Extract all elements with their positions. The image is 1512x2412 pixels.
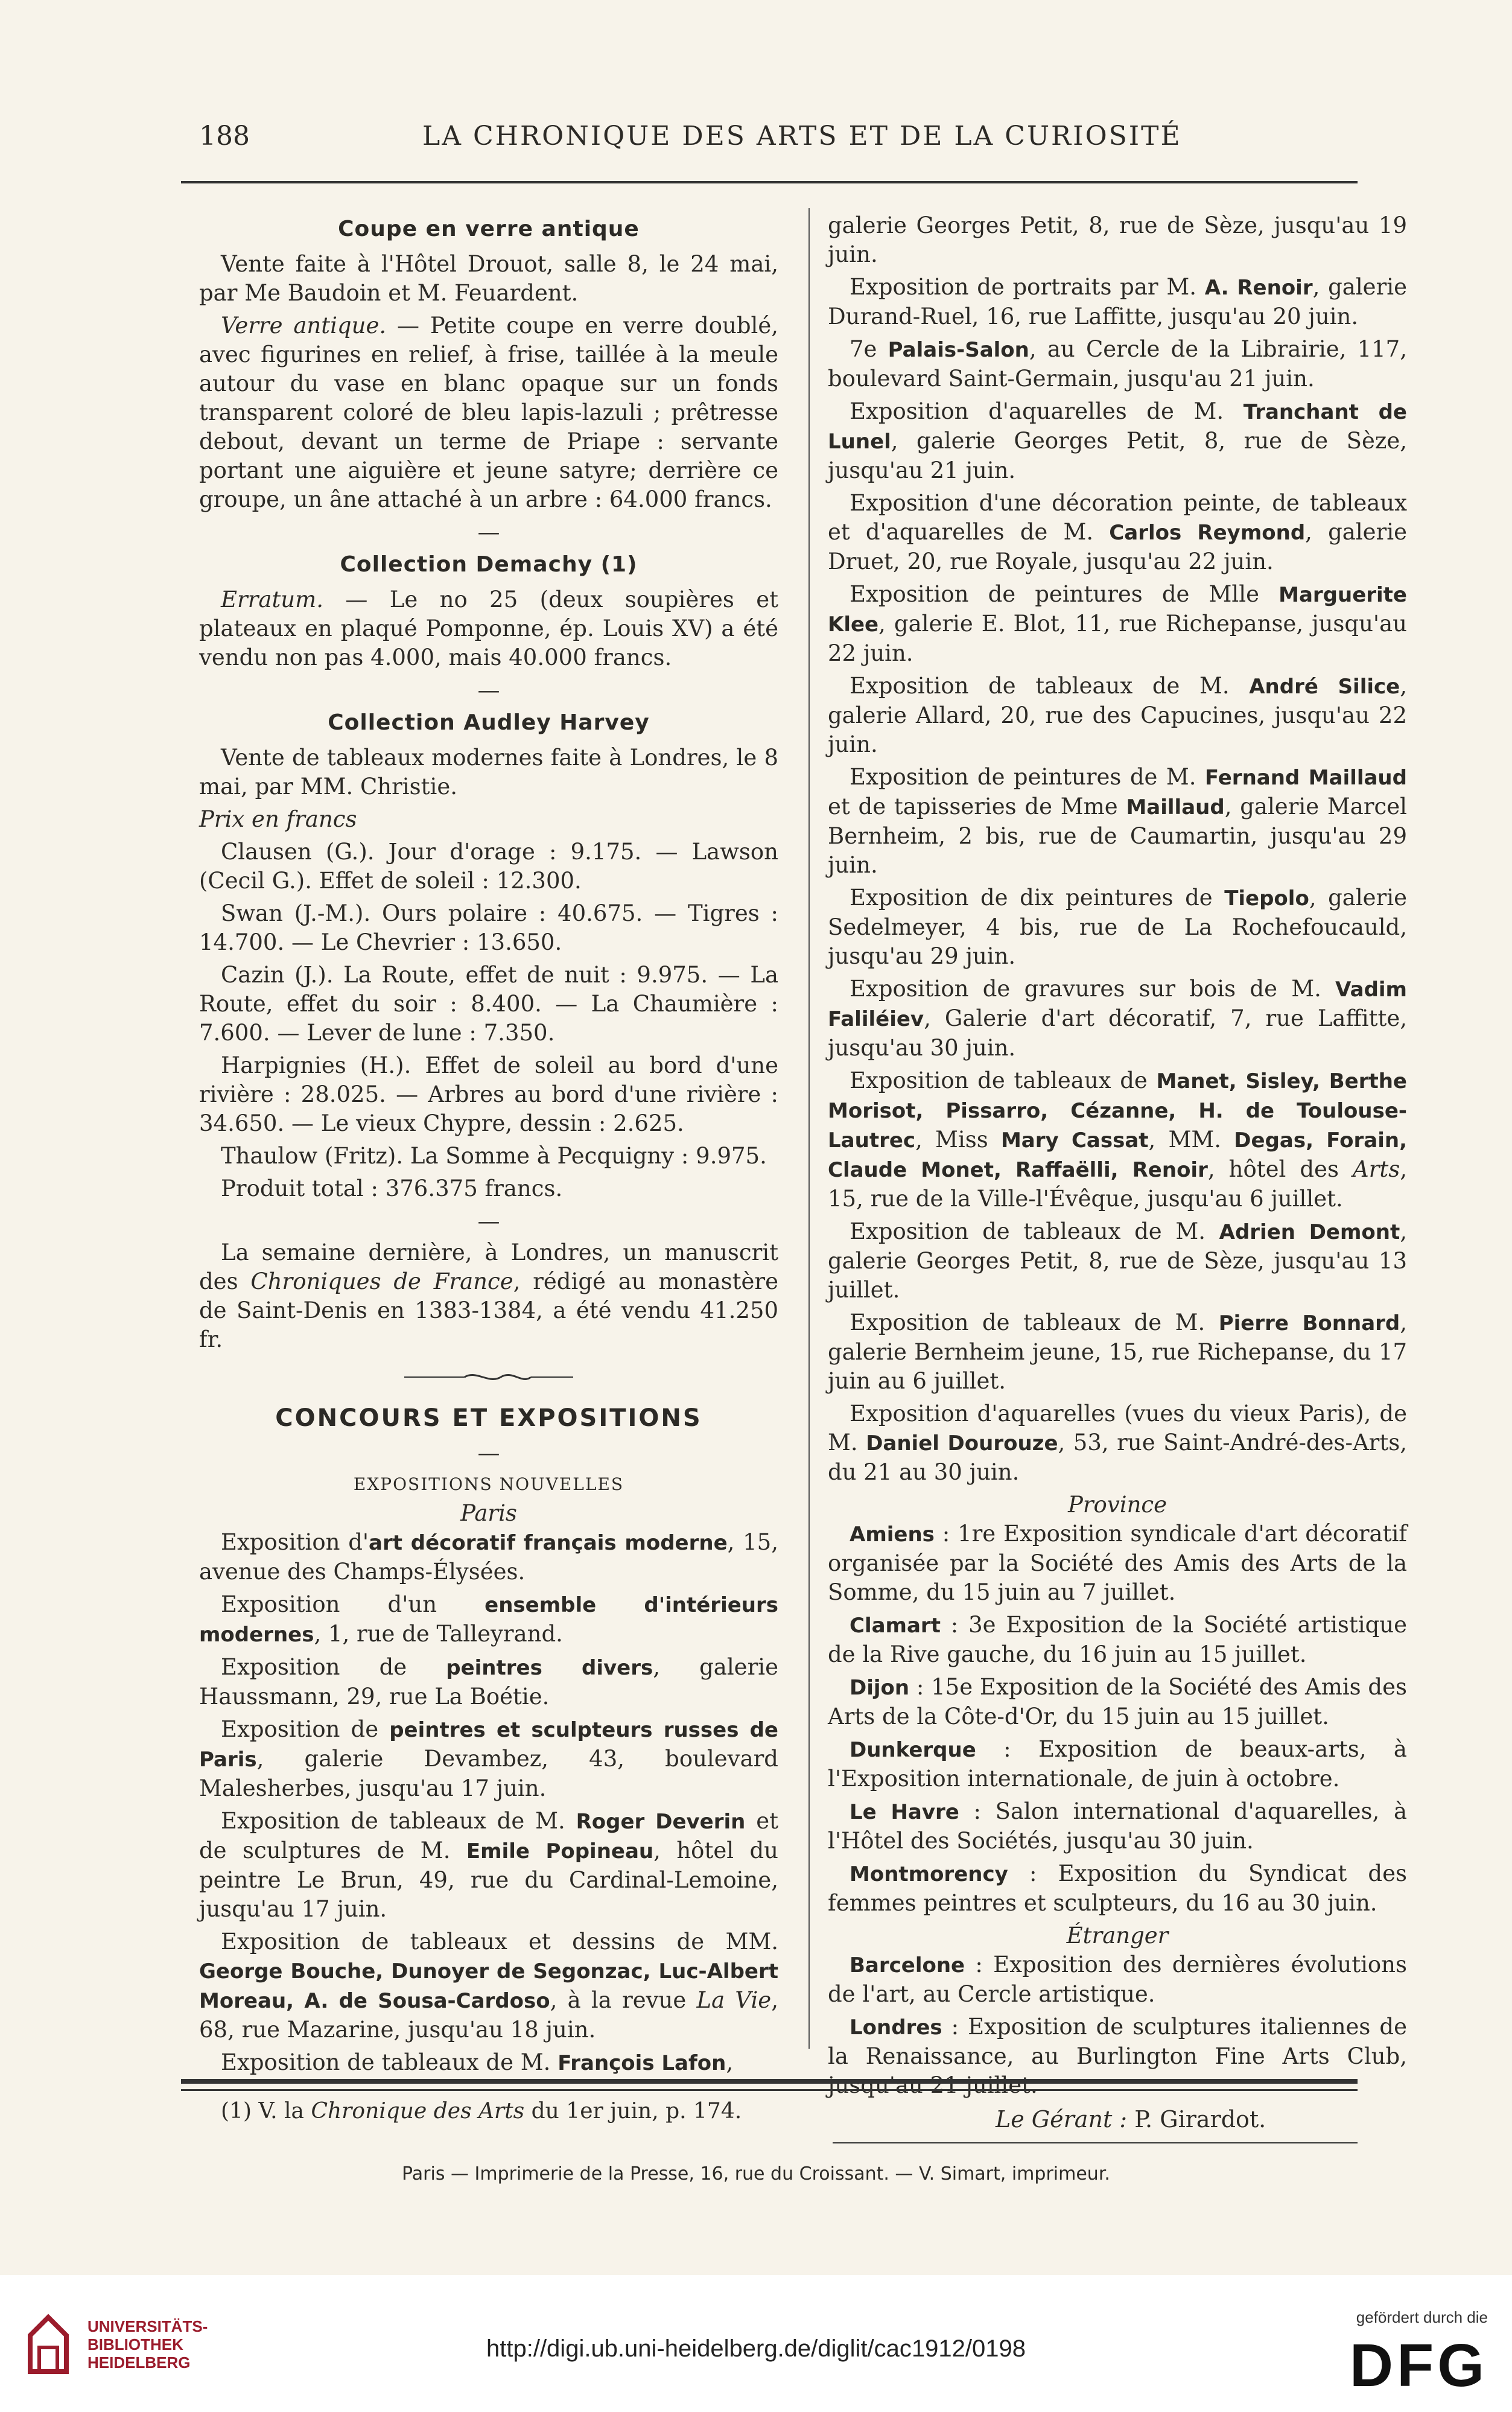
exhibition-entry: Exposition de tableaux de Manet, Sisley, Berthe Morisot, Pissarro, Cézanne, H. de Toulouse-Lautrec, Miss Mary Cassat, MM. Degas, Forain, Claude Monet, Raffaëlli, Renoir, hôtel des Arts, 15, rue de la Ville-l'Évêque, jusqu'au 6 juillet. <box>828 1068 1407 1212</box>
exhibition-entry: Exposition de peintures de Mlle Marguerite Klee, galerie E. Blot, 11, rue Richepanse, jusqu'au 22 juin. <box>828 581 1407 666</box>
separator-dash: — <box>477 677 500 703</box>
ornament-divider <box>199 1363 778 1392</box>
exhibition-entry: Exposition de tableaux de M. Pierre Bonnard, galerie Bernheim jeune, 15, rue Richepanse, du 17 juin au 6 juillet. <box>828 1309 1408 1394</box>
exhibition-entry: galerie Georges Petit, 8, rue de Sèze, jusqu'au 19 juin. <box>828 212 1407 267</box>
exhibition-entry: Dijon : 15e Exposition de la Société des Amis des Arts de la Côte-d'Or, du 15 juin au 15 juillet. <box>828 1674 1407 1729</box>
subheading-expositions-nouvelles: EXPOSITIONS NOUVELLES <box>353 1474 624 1494</box>
paragraph: Thaulow (Fritz). La Somme à Pecquigny : 9.975. <box>221 1143 767 1169</box>
exhibition-entry: Exposition de tableaux et dessins de MM. George Bouche, Dunoyer de Segonzac, Luc-Albert Moreau, A. de Sousa-Cardoso, à la revue La Vie, 68, rue Mazarine, jusqu'au 18 juin. <box>199 1929 778 2043</box>
exhibition-entry: Amiens : 1re Exposition syndicale d'art décoratif organisée par la Société des Amis des Arts de la Somme, du 15 juin au 7 juillet. <box>828 1521 1407 1605</box>
exhibition-entry: Exposition de dix peintures de Tiepolo, galerie Sedelmeyer, 4 bis, rue de La Rochefoucauld, jusqu'au 29 juin. <box>828 885 1407 969</box>
source-url-link[interactable]: http://digi.ub.uni-heidelberg.de/diglit/cac1912/0198 <box>486 2335 1026 2362</box>
subheading-etranger: Étranger <box>1066 1923 1169 1949</box>
header-rule <box>181 181 1358 183</box>
exhibition-entry: Clamart : 3e Exposition de la Société artistique de la Rive gauche, du 16 juin au 15 juillet. <box>828 1612 1407 1667</box>
paragraph: Clausen (G.). Jour d'orage : 9.175. — Lawson (Cecil G.). Effet de soleil : 12.300. <box>199 839 778 894</box>
exhibition-entry: Barcelone : Exposition des dernières évolutions de l'art, au Cercle artistique. <box>828 1952 1407 2007</box>
exhibition-entry: Exposition d'aquarelles (vues du vieux Paris), de M. Daniel Dourouze, 53, rue Saint-André-des-Arts, du 21 au 30 juin. <box>828 1401 1407 1485</box>
exhibition-entry: Exposition de tableaux de M. François Lafon, <box>221 2049 734 2075</box>
subheading-paris: Paris <box>460 1500 517 1526</box>
exhibition-entry: Exposition de peintres divers, galerie Haussmann, 29, rue La Boétie. <box>199 1654 778 1710</box>
gerant-rule <box>833 2142 1358 2143</box>
paragraph: Erratum. — Le no 25 (deux soupières et plateaux en plaqué Pomponne, ép. Louis XV) a été vendu non pas 4.000, mais 40.000 francs. <box>199 587 778 670</box>
exhibition-entry: Exposition de gravures sur bois de M. Vadim Faliléiev, Galerie d'art décoratif, 7, rue Laffitte, jusqu'au 30 juin. <box>828 976 1407 1061</box>
funding-label: gefördert durch die <box>1356 2308 1488 2326</box>
exhibition-entry: Dunkerque : Exposition de beaux-arts, à l'Exposition internationale, de juin à octobre. <box>828 1736 1407 1792</box>
paragraph: La semaine dernière, à Londres, un manuscrit des Chroniques de France, rédigé au monastère de Saint-Denis en 1383-1384, a été vendu 41.250 fr. <box>199 1239 778 1352</box>
library-name: UNIVERSITÄTS- BIBLIOTHEK HEIDELBERG <box>87 2317 208 2372</box>
exhibition-entry: Le Havre : Salon international d'aquarelles, à l'Hôtel des Sociétés, jusqu'au 30 juin. <box>828 1798 1408 1854</box>
exhibition-entry: Exposition de tableaux de M. Adrien Demont, galerie Georges Petit, 8, rue de Sèze, jusqu'au 13 juillet. <box>828 1218 1407 1303</box>
exhibition-entry: Exposition de tableaux de M. André Silice, galerie Allard, 20, rue des Capucines, jusqu'au 22 juin. <box>828 673 1407 757</box>
subheading-province: Province <box>1067 1492 1167 1518</box>
left-column <box>199 211 778 2130</box>
column-divider <box>808 208 810 2049</box>
paragraph: Vente de tableaux modernes faite à Londres, le 8 mai, par MM. Christie. <box>199 745 778 800</box>
exhibition-entry: Exposition de peintres et sculpteurs russes de Paris, galerie Devambez, 43, boulevard Malesherbes, jusqu'au 17 juin. <box>199 1716 778 1801</box>
gerant-name: P. Girardot. <box>1134 2106 1266 2133</box>
paragraph: Produit total : 376.375 francs. <box>221 1176 563 1201</box>
footer-rule-thin <box>181 2089 1358 2091</box>
paragraph: Harpignies (H.). Effet de soleil au bord d'une rivière : 28.025. — Arbres au bord d'une rivière : 34.650. — Le vieux Chypre, dessin : 2.625. <box>199 1052 778 1136</box>
exhibition-entry: Exposition d'un ensemble d'intérieurs modernes, 1, rue de Talleyrand. <box>199 1591 778 1647</box>
exhibition-entry: Exposition d'aquarelles de M. Tranchant de Lunel, galerie Georges Petit, 8, rue de Sèze, jusqu'au 21 juin. <box>828 398 1407 483</box>
subheading-prix: Prix en francs <box>199 806 357 832</box>
exhibition-entry: Exposition de tableaux de M. Roger Deverin et de sculptures de M. Emile Popineau, hôtel du peintre Le Brun, 49, rue du Cardinal-Lemoine, jusqu'au 17 juin. <box>199 1808 779 1922</box>
exhibition-entry: Exposition d'une décoration peinte, de tableaux et d'aquarelles de M. Carlos Reymond, galerie Druet, 20, rue Royale, jusqu'au 22 juin. <box>828 490 1407 574</box>
paragraph: Swan (J.-M.). Ours polaire : 40.675. — Tigres : 14.700. — Le Chevrier : 13.650. <box>199 900 778 955</box>
running-title: LA CHRONIQUE DES ARTS ET DE LA CURIOSITÉ <box>422 121 1182 151</box>
section-title-coupe: Coupe en verre antique <box>338 217 640 241</box>
section-title-harvey: Collection Audley Harvey <box>328 710 650 735</box>
page-number: 188 <box>199 121 250 151</box>
section-title-demachy: Collection Demachy (1) <box>340 552 638 577</box>
digitization-banner <box>0 2275 1512 2412</box>
right-column <box>828 211 1407 2104</box>
separator-dash: — <box>477 1440 500 1466</box>
exhibition-entry: Exposition de portraits par M. A. Renoir, galerie Durand-Ruel, 16, rue Laffitte, jusqu'au 20 juin. <box>828 274 1407 329</box>
page-header <box>199 121 1400 163</box>
footnote: (1) V. la Chronique des Arts du 1er juin, p. 174. <box>221 2099 742 2124</box>
exhibition-entry: Exposition de peintures de M. Fernand Maillaud et de tapisseries de Mme Maillaud, galerie Marcel Bernheim, 2 bis, rue de Caumartin, jusqu'au 29 juin. <box>828 764 1407 878</box>
exhibition-entry: 7e Palais-Salon, au Cercle de la Librairie, 117, boulevard Saint-Germain, jusqu'au 21 juin. <box>828 336 1407 392</box>
paragraph: Cazin (J.). La Route, effet de nuit : 9.975. — La Route, effet du soir : 8.400. — La Chaumière : 7.600. — Lever de lune : 7.350. <box>199 962 778 1046</box>
dfg-logo-icon: DFG <box>1349 2332 1488 2399</box>
paragraph: Vente faite à l'Hôtel Drouot, salle 8, le 24 mai, par Me Baudoin et M. Feuardent. <box>199 251 778 306</box>
separator-dash: — <box>477 519 500 545</box>
paragraph: Verre antique. — Petite coupe en verre doublé, avec figurines en relief, à frise, taillée à la meule autour du vase en blanc opaque sur un fonds transparent coloré de bleu lapis-lazuli ; prêtresse debout, devant un terme de Priape : servante portant une aiguière et jeune satyre; derrière ce groupe, un âne attaché à un arbre : 64.000 francs. <box>199 313 778 512</box>
exhibition-entry: Londres : Exposition de sculptures italiennes de la Renaissance, au Burlington Fine Arts Club, jusqu'au 21 juillet. <box>828 2014 1407 2098</box>
exhibition-entry: Exposition d'art décoratif français moderne, 15, avenue des Champs-Élysées. <box>199 1529 778 1585</box>
exhibition-entry: Montmorency : Exposition du Syndicat des femmes peintres et sculpteurs, du 16 au 30 juin. <box>828 1860 1407 1916</box>
separator-dash: — <box>477 1208 500 1234</box>
gerant-signature: Le Gérant : P. Girardot. <box>996 2106 1266 2133</box>
footer-rule-thick <box>181 2079 1358 2084</box>
printer-imprint: Paris — Imprimerie de la Presse, 16, rue du Croissant. — V. Simart, imprimeur. <box>402 2163 1110 2184</box>
section-title-concours: CONCOURS ET EXPOSITIONS <box>275 1404 702 1432</box>
